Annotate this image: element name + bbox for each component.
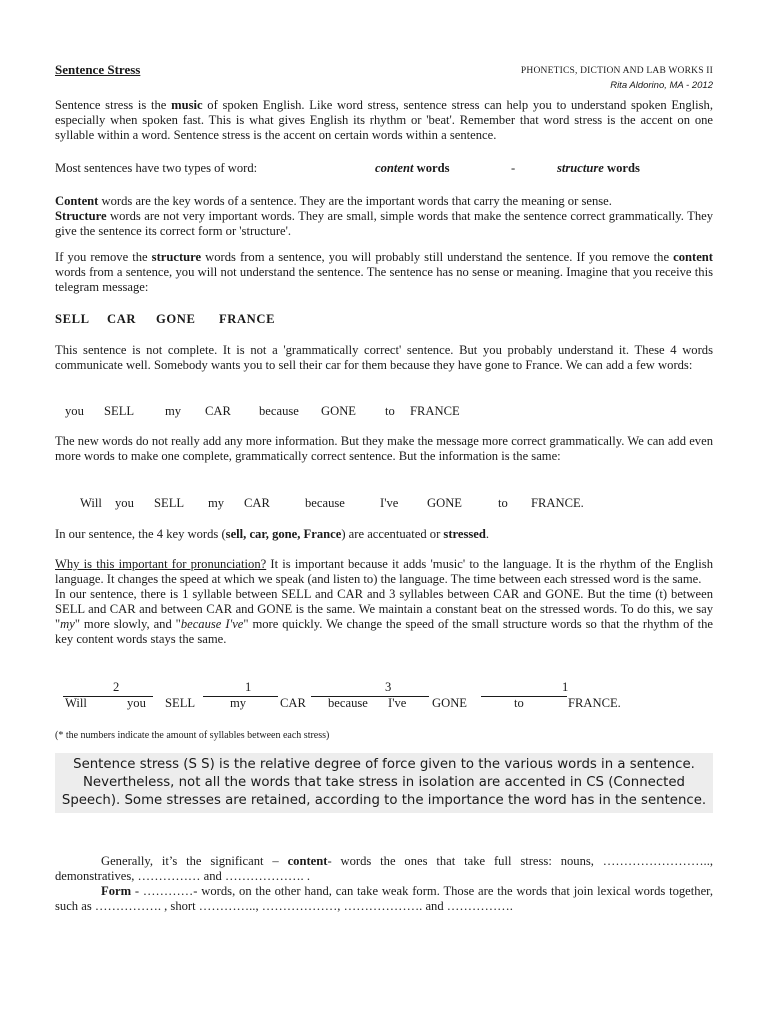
sentence-word: GONE: [432, 696, 467, 710]
sentence-word: FRANCE: [410, 404, 460, 418]
syllable-count: 3: [385, 680, 392, 694]
key-words-paragraph: In our sentence, the 4 key words (sell, car, gone, France) are accentuated or stressed.: [55, 527, 490, 541]
text: of spoken English. Like word stress, sentence stress can help you to understand spoken English, especially when spoken fast. This is what gives English its rhythm or 'beat'. Remember that word stress is the accent on one syllable within a word. Sentence stress is the accent on certain words within a sentence.: [55, 98, 714, 142]
intro-paragraph: [55, 98, 713, 143]
syllables-note: [55, 728, 713, 744]
syllable-count: 2: [113, 680, 120, 694]
document-title: Sentence Stress: [55, 62, 141, 77]
course-name: PHONETICS, DICTION AND LAB WORKS II: [520, 66, 713, 76]
dash: -: [511, 161, 516, 175]
sentence-word: SELL: [104, 404, 135, 418]
sentence-word: I've: [380, 496, 399, 510]
note-text: (* the numbers indicate the amount of syllables between each stress): [55, 730, 330, 741]
remove-words-paragraph: If you remove the structure words from a sentence, you will probably still understand the sentence. If you remove the content words from a sentence, you will not understand the sentence. The sentence has no sense or meaning. Imagine that you receive this telegram message:: [55, 250, 713, 294]
emphasis: Content: [55, 194, 99, 208]
sentence-word: you: [115, 496, 134, 510]
telegram-word: GONE: [156, 312, 196, 326]
text: words are not very important words. They are small, simple words that make the sentence correct grammatically. They give the sentence its correct form or 'structure'.: [55, 209, 713, 238]
sentence-word: Will: [65, 696, 87, 710]
content-words-label: content words: [375, 161, 450, 175]
sentence-word: to: [498, 496, 508, 510]
syllable-count: 1: [562, 680, 569, 694]
incomplete-sentence-paragraph: This sentence is not complete. It is not a 'grammatically correct' sentence. But you probably understand it. These 4 words communicate well. Somebody wants you to sell their car for them because they have gone to France. We can add a few words:: [55, 343, 713, 372]
sentence-word: Will: [80, 496, 102, 510]
sentence-word: GONE: [427, 496, 462, 510]
sentence-word: because: [328, 696, 368, 710]
underline: [481, 696, 567, 697]
telegram-word: SELL: [55, 312, 90, 326]
sentence-word: you: [65, 404, 84, 418]
text: Most sentences have two types of word:: [55, 161, 258, 175]
emphasis: Structure: [55, 209, 107, 223]
sentence-word: FRANCE.: [531, 496, 584, 510]
definition-text: Sentence stress (S S) is the relative degree of force given to the various words in a sentence. Nevertheless, not all the words that take stress in isolation are accented in CS (Connected Speech). Some stresses are retained, according to the importance the word has in the sentence.: [61, 757, 707, 808]
sentence-word: my: [230, 696, 247, 710]
underlined-question: Why is this important for pronunciation?: [55, 557, 267, 571]
sentence-word: my: [165, 404, 182, 418]
syllable-count: 1: [245, 680, 252, 694]
sentence-word: because: [259, 404, 299, 418]
sentence-word: SELL: [165, 696, 196, 710]
document-page: [55, 60, 714, 913]
sentence-word: GONE: [321, 404, 356, 418]
sentence-word: you: [127, 696, 146, 710]
telegram-word: CAR: [107, 312, 137, 326]
example-sentence-3: [55, 696, 713, 712]
definition-box: [55, 753, 713, 813]
example-sentence-2: [55, 496, 713, 512]
text: words are the key words of a sentence. They are the important words that carry the meaning or sense.: [98, 194, 612, 208]
sentence-word: I've: [388, 696, 407, 710]
content-structure-paragraph: [55, 194, 713, 239]
page-header: [55, 60, 713, 90]
syllable-counts: [55, 680, 713, 696]
sentence-word: FRANCE.: [568, 696, 621, 710]
sentence-word: CAR: [205, 404, 231, 418]
author-line: Rita Aldorino, MA - 2012: [610, 80, 713, 91]
sentence-word: my: [208, 496, 225, 510]
text: Sentence stress is the: [55, 98, 172, 112]
exercise-paragraph: Generally, it’s the significant – content- words the ones that take full stress: nouns, …………………….., demonstratives, …………… and ………………. . Form - …………- words, on the other hand, can take weak form. Those are the words that join lexical words together, such as ……………. , short ………….., ………………, ………………. and …………….: [55, 854, 713, 913]
emphasis: music: [171, 98, 203, 112]
telegram-word: FRANCE: [219, 312, 276, 326]
word-types-line: [55, 161, 713, 177]
pronunciation-paragraph: Why is this important for pronunciation? It is important because it adds 'music' to the language. It is the rhythm of the English language. It changes the speed at which we speak (and listen to) the language. The time between each stressed word is the same. In our sentence, there is 1 syllable between SELL and CAR and 3 syllables between CAR and GONE. But the time (t) between SELL and CAR and between CAR and GONE is the same. We maintain a constant beat on the stressed words. To do this, we say "my" more slowly, and "because I've" more quickly. We change the speed of the small structure words so that the rhythm of the key content words stays the same.: [55, 557, 713, 646]
structure-words-label: structure words: [557, 161, 640, 175]
sentence-word: CAR: [280, 696, 306, 710]
sentence-word: because: [305, 496, 345, 510]
sentence-word: SELL: [154, 496, 185, 510]
sentence-word: to: [385, 404, 395, 418]
more-words-paragraph: The new words do not really add any more information. But they make the message more correct grammatically. We can add even more words to make one complete, grammatically correct sentence. But the information is the same:: [55, 434, 713, 463]
sentence-word: to: [514, 696, 524, 710]
telegram-message: [55, 312, 713, 328]
sentence-word: CAR: [244, 496, 270, 510]
example-sentence-1: [55, 404, 713, 420]
